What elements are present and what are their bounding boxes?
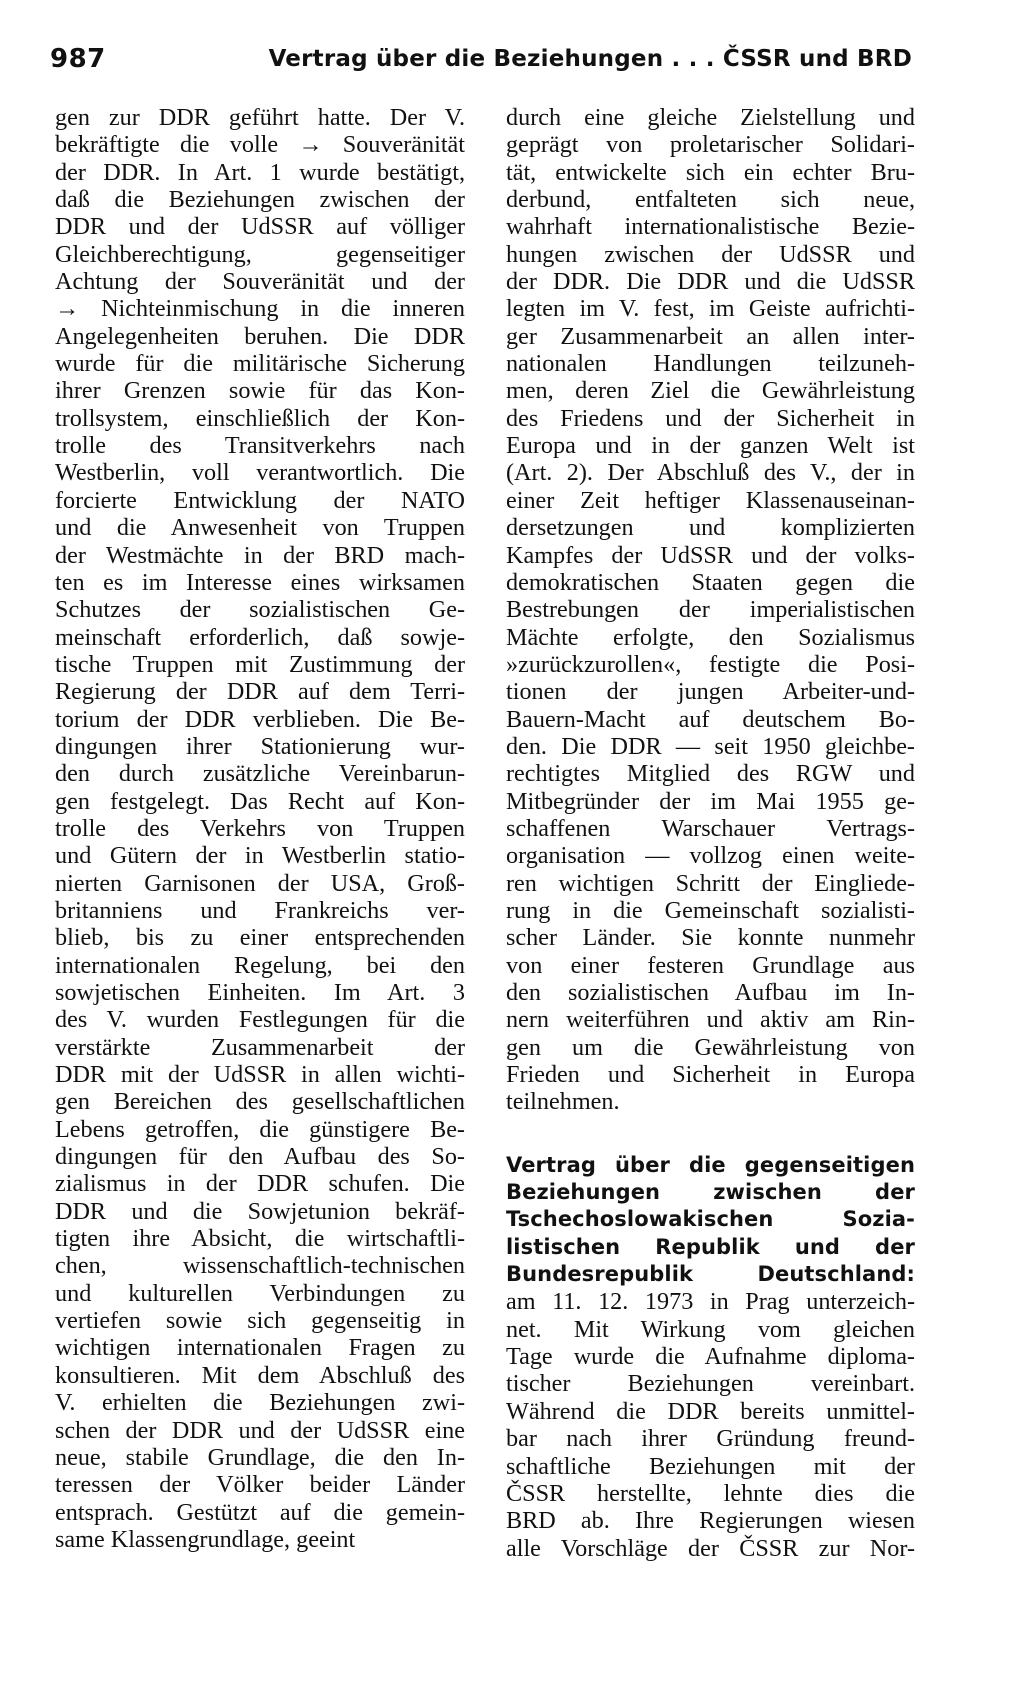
text-line: legten im V. fest, im Geiste aufrichti- xyxy=(506,295,915,323)
text-line: ten es im Interesse eines wirksamen xyxy=(55,568,465,596)
text-line: Kampfes der UdSSR und der volks- xyxy=(506,541,915,569)
text-line: des Friedens und der Sicherheit in xyxy=(506,404,915,432)
text-line: Gleichberechtigung, gegenseitiger xyxy=(55,240,465,268)
right-column xyxy=(506,104,915,1562)
text-line: nierten Garnisonen der USA, Groß- xyxy=(55,869,465,897)
text-line: der DDR. In Art. 1 wurde bestätigt, xyxy=(55,158,465,186)
text-line: dingungen für den Aufbau des So- xyxy=(55,1143,465,1171)
text-line: rung in die Gemeinschaft sozialisti- xyxy=(506,896,915,924)
text-line: wichtigen internationalen Fragen zu xyxy=(55,1334,465,1362)
text-line: blieb, bis zu einer entsprechenden xyxy=(55,924,465,952)
text-line: neue, stabile Grundlage, die den In- xyxy=(55,1443,465,1471)
text-line: schen der DDR und der UdSSR eine xyxy=(55,1416,465,1444)
text-line: teressen der Völker beider Länder xyxy=(55,1471,465,1499)
text-line: zialismus in der DDR schufen. Die xyxy=(55,1170,465,1198)
text-line: trollsystem, einschließlich der Kon- xyxy=(55,404,465,432)
text-line: DDR mit der UdSSR in allen wichti- xyxy=(55,1061,465,1089)
text-line: Tage wurde die Aufnahme diploma- xyxy=(506,1343,915,1371)
text-line: gen um die Gewährleistung von xyxy=(506,1033,915,1061)
text-line: Lebens getroffen, die günstigere Be- xyxy=(55,1115,465,1143)
text-line: durch eine gleiche Zielstellung und xyxy=(506,104,915,131)
entry-heading-line: Vertrag über die gegenseitigen xyxy=(506,1152,915,1177)
text-line: meinschaft erforderlich, daß sowje- xyxy=(55,623,465,651)
text-line: tigten ihre Absicht, die wirtschaftli- xyxy=(55,1225,465,1253)
left-column xyxy=(55,104,465,1553)
text-line: chen, wissenschaftlich-technischen xyxy=(55,1252,465,1280)
page-number: 987 xyxy=(50,44,106,74)
text-line: Bauern-Macht auf deutschem Bo- xyxy=(506,705,915,733)
text-line: Achtung der Souveränität und der xyxy=(55,268,465,296)
text-line: (Art. 2). Der Abschluß des V., der in xyxy=(506,459,915,487)
entry-heading-line: Bundesrepublik Deutschland: xyxy=(506,1262,915,1287)
text-line: ren wichtigen Schritt der Eingliede- xyxy=(506,869,915,897)
text-line: wahrhaft internationalistische Bezie- xyxy=(506,213,915,241)
text-line: same Klassengrundlage, geeint xyxy=(55,1525,356,1553)
entry-heading-line: Beziehungen zwischen der xyxy=(506,1180,915,1205)
text-line: wurde für die militärische Sicherung xyxy=(55,350,465,378)
text-line: verstärkte Zusammenarbeit der xyxy=(55,1033,465,1061)
text-line: DDR und die Sowjetunion bekräf- xyxy=(55,1197,465,1225)
text-line: Regierung der DDR auf dem Terri- xyxy=(55,678,465,706)
text-line: net. Mit Wirkung vom gleichen xyxy=(506,1315,915,1343)
text-line: torium der DDR verblieben. Die Be- xyxy=(55,705,465,733)
text-line: vertiefen sowie sich gegenseitig in xyxy=(55,1307,465,1335)
text-line: nern weiterführen und aktiv am Rin- xyxy=(506,1006,915,1034)
text-line: men, deren Ziel die Gewährleistung xyxy=(506,377,915,405)
entry-heading-line: listischen Republik und der xyxy=(506,1234,915,1259)
text-line: tät, entwickelte sich ein echter Bru- xyxy=(506,158,915,186)
text-line: ger Zusammenarbeit an allen inter- xyxy=(506,322,915,350)
text-line: rechtigtes Mitglied des RGW und xyxy=(506,760,915,788)
entry-heading-line: Tschechoslowakischen Sozia- xyxy=(506,1207,915,1232)
text-line: des V. wurden Festlegungen für die xyxy=(55,1006,465,1034)
text-line: scher Länder. Sie konnte nunmehr xyxy=(506,924,915,952)
text-line: gen zur DDR geführt hatte. Der V. xyxy=(55,104,465,131)
text-line: entsprach. Gestützt auf die gemein- xyxy=(55,1498,465,1526)
right-column-body xyxy=(506,104,915,1116)
text-line: den. Die DDR — seit 1950 gleichbe- xyxy=(506,732,915,760)
text-line: und die Anwesenheit von Truppen xyxy=(55,514,465,542)
text-line: der Westmächte in der BRD mach- xyxy=(55,541,465,569)
text-line: »zurückzurollen«, festigte die Posi- xyxy=(506,650,915,678)
text-line: → Nichteinmischung in die inneren xyxy=(55,295,465,323)
text-line: Während die DDR bereits unmittel- xyxy=(506,1397,915,1425)
text-line: gen festgelegt. Das Recht auf Kon- xyxy=(55,787,465,815)
text-line: Europa und in der ganzen Welt ist xyxy=(506,432,915,460)
text-line: hungen zwischen der UdSSR und xyxy=(506,240,915,268)
text-line: schaffenen Warschauer Vertrags- xyxy=(506,814,915,842)
text-line: V. erhielten die Beziehungen zwi- xyxy=(55,1389,465,1417)
entry-spacing xyxy=(506,1116,915,1152)
text-line: Frieden und Sicherheit in Europa xyxy=(506,1061,915,1089)
text-line: den sozialistischen Aufbau im In- xyxy=(506,979,915,1006)
text-line: der DDR. Die DDR und die UdSSR xyxy=(506,268,915,296)
text-line: und kulturellen Verbindungen zu xyxy=(55,1279,465,1307)
text-line: tionen der jungen Arbeiter-und- xyxy=(506,678,915,706)
text-line: und Gütern der in Westberlin statio- xyxy=(55,842,465,870)
text-line: Schutzes der sozialistischen Ge- xyxy=(55,596,465,624)
text-line: Angelegenheiten beruhen. Die DDR xyxy=(55,322,465,350)
text-line: den durch zusätzliche Vereinbarun- xyxy=(55,760,465,788)
text-line: tische Truppen mit Zustimmung der xyxy=(55,650,465,678)
text-line: Bestrebungen der imperialistischen xyxy=(506,596,915,624)
text-line: britanniens und Frankreichs ver- xyxy=(55,896,465,924)
text-line: schaftliche Beziehungen mit der xyxy=(506,1452,915,1480)
text-line: ihrer Grenzen sowie für das Kon- xyxy=(55,377,465,405)
text-line: Mächte erfolgte, den Sozialismus xyxy=(506,623,915,651)
text-line: daß die Beziehungen zwischen der xyxy=(55,186,465,214)
text-line: DDR und der UdSSR auf völliger xyxy=(55,213,465,241)
text-line: gen Bereichen des gesellschaftlichen xyxy=(55,1088,465,1116)
text-line: Mitbegründer der im Mai 1955 ge- xyxy=(506,787,915,815)
text-line: von einer festeren Grundlage aus xyxy=(506,951,915,979)
text-line: forcierte Entwicklung der NATO xyxy=(55,486,465,514)
text-line: internationalen Regelung, bei den xyxy=(55,951,465,979)
text-line: derbund, entfalteten sich neue, xyxy=(506,186,915,214)
text-line: bekräftigte die volle → Souveränität xyxy=(55,131,465,159)
text-line: geprägt von proletarischer Solidari- xyxy=(506,131,915,159)
entry-heading xyxy=(506,1152,915,1289)
text-line: tischer Beziehungen vereinbart. xyxy=(506,1370,915,1398)
text-line: organisation — vollzog einen weite- xyxy=(506,842,915,870)
running-head: Vertrag über die Beziehungen . . . ČSSR und BRD xyxy=(268,46,912,72)
text-line: ČSSR herstellte, lehnte dies die xyxy=(506,1479,915,1507)
text-line: dersetzungen und komplizierten xyxy=(506,514,915,542)
text-line: teilnehmen. xyxy=(506,1088,620,1116)
text-line: einer Zeit heftiger Klassenauseinan- xyxy=(506,486,915,514)
text-line: alle Vorschläge der ČSSR zur Nor- xyxy=(506,1534,915,1562)
text-line: BRD ab. Ihre Regierungen wiesen xyxy=(506,1507,915,1535)
text-line: konsultieren. Mit dem Abschluß des xyxy=(55,1361,465,1389)
text-line: am 11. 12. 1973 in Prag unterzeich- xyxy=(506,1288,915,1316)
text-line: bar nach ihrer Gründung freund- xyxy=(506,1425,915,1453)
text-line: sowjetischen Einheiten. Im Art. 3 xyxy=(55,979,465,1006)
text-line: trolle des Transitverkehrs nach xyxy=(55,432,465,460)
entry-body xyxy=(506,1288,915,1561)
text-line: demokratischen Staaten gegen die xyxy=(506,568,915,596)
text-line: Westberlin, voll verantwortlich. Die xyxy=(55,459,465,487)
page-header xyxy=(50,44,912,84)
text-line: nationalen Handlungen teilzuneh- xyxy=(506,350,915,378)
text-line: trolle des Verkehrs von Truppen xyxy=(55,814,465,842)
text-line: dingungen ihrer Stationierung wur- xyxy=(55,732,465,760)
